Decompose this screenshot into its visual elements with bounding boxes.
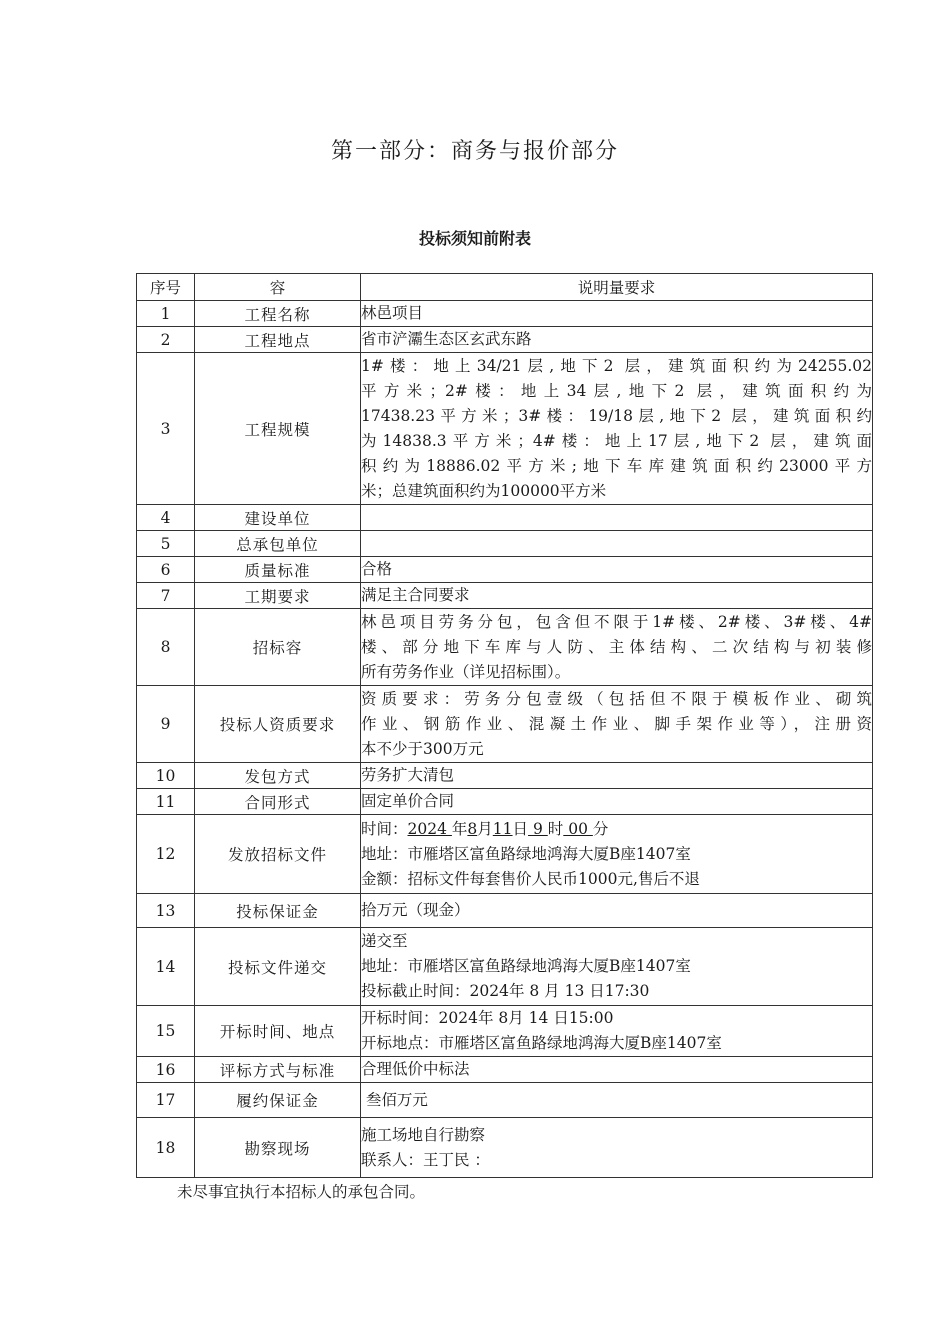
header-no: 序号 — [137, 274, 195, 301]
row-desc — [361, 894, 873, 928]
footnote: 未尽事宜执行本招标人的承包合同。 — [177, 1183, 426, 1201]
row-desc — [361, 531, 873, 557]
row-desc — [361, 327, 873, 353]
row-number: 2 — [137, 327, 195, 353]
table-row — [137, 763, 873, 789]
row-item: 勘察现场 — [195, 1118, 361, 1178]
table-title: 投标须知前附表 — [418, 229, 531, 248]
row-desc — [361, 686, 873, 763]
row-number: 6 — [137, 557, 195, 583]
desc-line: 递交至 — [361, 932, 408, 950]
row-desc — [361, 928, 873, 1006]
row-item: 投标文件递交 — [195, 928, 361, 1006]
desc-line: 叁佰万元 — [361, 1090, 428, 1109]
row-number: 3 — [137, 353, 195, 505]
row-number: 5 — [137, 531, 195, 557]
table-row — [137, 1057, 873, 1083]
row-number: 1 — [137, 301, 195, 327]
row-desc — [361, 789, 873, 815]
desc-line: 地址：市雁塔区富鱼路绿地鸿海大厦B座1407室 — [361, 844, 691, 863]
row-desc — [361, 609, 873, 686]
row-number: 7 — [137, 583, 195, 609]
desc-line: 楼、部分地下车库与人防、主体结构、二次结构与初装修 — [361, 637, 872, 656]
table-row — [137, 301, 873, 327]
desc-line: 开标时间：2024年 8月 14 日15:00 — [361, 1009, 614, 1027]
page-title: 第一部分：商务与报价部分 — [330, 139, 619, 164]
desc-line: 积约为18886.02平方米;地下车库建筑面积约23000平方 — [361, 456, 872, 475]
row-item: 工期要求 — [195, 583, 361, 609]
bid-instructions-table — [136, 273, 873, 1178]
desc-line: 地址：市雁塔区富鱼路绿地鸿海大厦B座1407室 — [361, 957, 691, 975]
table-row — [137, 928, 873, 1006]
row-item: 招标容 — [195, 609, 361, 686]
table-row — [137, 686, 873, 763]
desc-line: 劳务扩大清包 — [361, 766, 455, 784]
table-row — [137, 1118, 873, 1178]
row-desc — [361, 583, 873, 609]
desc-line: 联系人：王丁民 ： — [361, 1150, 490, 1169]
desc-line: 资质要求：劳务分包壹级（包括但不限于模板作业、砌筑 — [361, 689, 872, 708]
desc-line: 林邑项目 — [361, 304, 424, 322]
row-number: 8 — [137, 609, 195, 686]
row-number: 13 — [137, 894, 195, 928]
desc-line: 投标截止时间：2024年 8 月 13 日17:30 — [361, 982, 650, 1000]
row-item: 履约保证金 — [195, 1083, 361, 1118]
row-number: 9 — [137, 686, 195, 763]
header-desc: 说明量要求 — [361, 274, 873, 301]
table-header-row — [137, 274, 873, 301]
desc-line: 为14838.3平方米；4#楼：地上17层,地下2 层，建筑面 — [361, 431, 872, 450]
table-row — [137, 1083, 873, 1118]
desc-line: 本不少于300万元 — [361, 739, 484, 758]
desc-line: 拾万元（现金） — [361, 901, 470, 919]
row-item: 合同形式 — [195, 789, 361, 815]
desc-line: 固定单价合同 — [361, 792, 455, 810]
row-item: 工程地点 — [195, 327, 361, 353]
desc-line: 林邑项目劳务分包，包含但不限于1#楼、2#楼、3#楼、4# — [361, 612, 872, 631]
table-row — [137, 583, 873, 609]
row-number: 15 — [137, 1006, 195, 1057]
desc-line: 作业、钢筋作业、混凝土作业、脚手架作业等），注册资 — [361, 714, 872, 733]
row-item: 总承包单位 — [195, 531, 361, 557]
row-desc — [361, 815, 873, 894]
desc-line: 满足主合同要求 — [361, 586, 470, 604]
desc-line: 合格 — [361, 560, 393, 578]
desc-line: 米；总建筑面积约为100000平方米 — [361, 481, 607, 500]
desc-line: 平方米；2#楼：地上34层,地下2 层，建筑面积约为 — [361, 381, 872, 400]
table-row — [137, 327, 873, 353]
issue-time-line: 时间：2024 年8月11日 9 时 00 分 — [361, 819, 609, 838]
table-row — [137, 505, 873, 531]
desc-line: 省市浐灞生态区玄武东路 — [361, 330, 532, 348]
desc-line: 合理低价中标法 — [361, 1060, 470, 1078]
row-number: 16 — [137, 1057, 195, 1083]
table-row — [137, 353, 873, 505]
row-desc — [361, 1006, 873, 1057]
desc-line: 1#楼：地上34/21层,地下2 层，建筑面积约为24255.02 — [361, 356, 872, 375]
row-item: 评标方式与标准 — [195, 1057, 361, 1083]
row-number: 4 — [137, 505, 195, 531]
table-row — [137, 609, 873, 686]
row-number: 18 — [137, 1118, 195, 1178]
row-desc — [361, 1083, 873, 1118]
desc-line: 17438.23平方米；3#楼：19/18层,地下2 层，建筑面积约 — [361, 406, 872, 425]
row-number: 11 — [137, 789, 195, 815]
desc-line: 所有劳务作业（详见招标围）。 — [361, 662, 571, 681]
row-item: 工程规模 — [195, 353, 361, 505]
table-row — [137, 789, 873, 815]
row-desc — [361, 1057, 873, 1083]
table-row — [137, 557, 873, 583]
row-number: 10 — [137, 763, 195, 789]
row-item: 投标保证金 — [195, 894, 361, 928]
row-item: 发包方式 — [195, 763, 361, 789]
row-item: 投标人资质要求 — [195, 686, 361, 763]
table-row — [137, 1006, 873, 1057]
table-row — [137, 815, 873, 894]
row-desc — [361, 557, 873, 583]
row-number: 17 — [137, 1083, 195, 1118]
desc-line: 施工场地自行勘察 — [361, 1125, 486, 1144]
row-item: 工程名称 — [195, 301, 361, 327]
table-row — [137, 894, 873, 928]
row-item: 质量标准 — [195, 557, 361, 583]
row-number: 12 — [137, 815, 195, 894]
row-desc — [361, 1118, 873, 1178]
row-item: 建设单位 — [195, 505, 361, 531]
row-item: 发放招标文件 — [195, 815, 361, 894]
row-desc — [361, 353, 873, 505]
row-desc — [361, 301, 873, 327]
header-item: 容 — [195, 274, 361, 301]
desc-line: 金额：招标文件每套售价人民币1000元,售后不退 — [361, 869, 700, 888]
row-desc — [361, 763, 873, 789]
row-item: 开标时间、地点 — [195, 1006, 361, 1057]
desc-line: 开标地点：市雁塔区富鱼路绿地鸿海大厦B座1407室 — [361, 1034, 722, 1052]
row-desc — [361, 505, 873, 531]
table-row — [137, 531, 873, 557]
row-number: 14 — [137, 928, 195, 1006]
